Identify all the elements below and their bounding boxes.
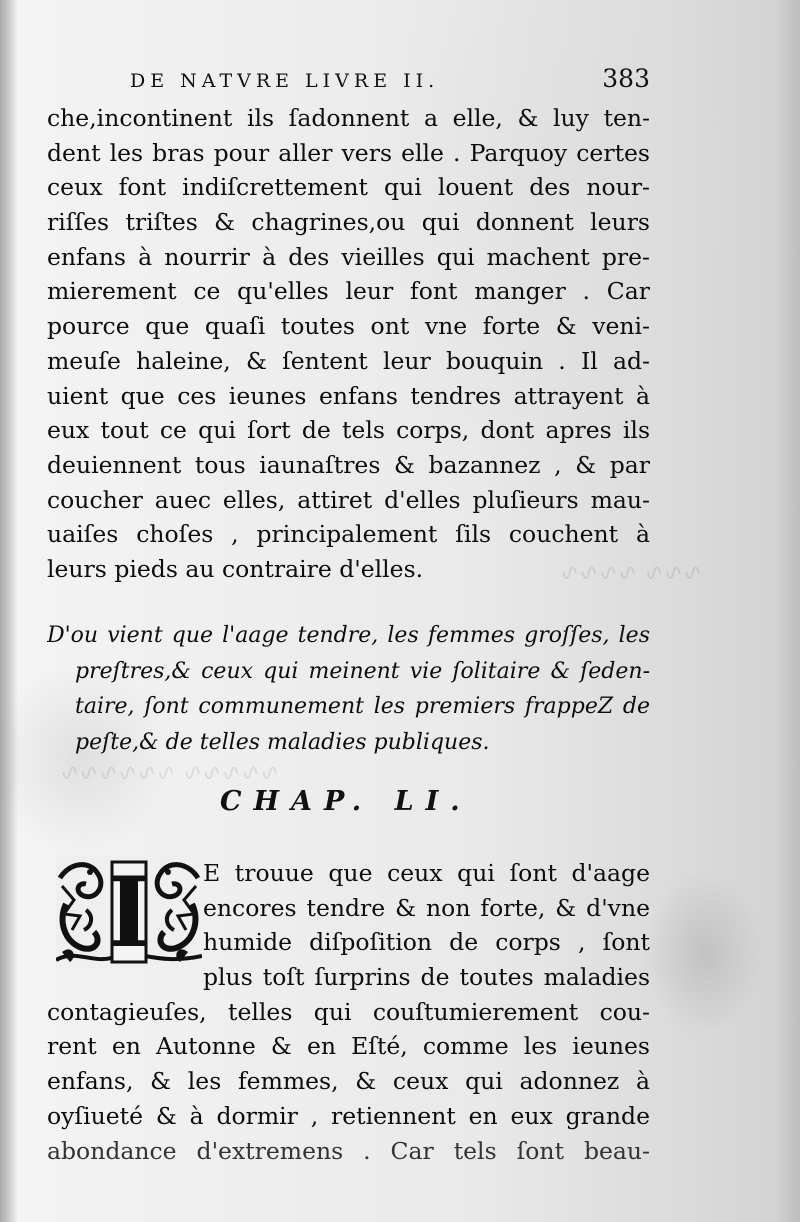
summary-line: taire, ſont communement les premiers frappeZ de — [75, 694, 650, 719]
text-line: mierement ce qu'elles leur font manger . Car — [47, 277, 650, 306]
show-through-decoration: ∿∿∿ ∿∿∿∿ — [560, 560, 703, 586]
text-line: pource que quaſi toutes ont vne forte & veni- — [47, 312, 650, 341]
body-text-bottom — [47, 856, 650, 1168]
text-line: dent les bras pour aller vers elle . Parquoy certes — [47, 138, 650, 167]
summary-line: preſtres,& ceux qui meinent vie ſolitaire & ſeden- — [75, 658, 650, 684]
text-line: coucher auec elles, attiret d'elles pluſieurs mau- — [47, 485, 650, 514]
text-line: uient que ces ieunes enfans tendres attrayent à — [47, 381, 650, 410]
text-line: meuſe haleine, & ſentent leur bouquin . Il ad- — [47, 346, 650, 375]
text-line: abondance d'extremens . Car tels ſont beau- — [47, 1136, 650, 1165]
summary-line: peſte,& de telles maladies publiques. — [75, 729, 490, 755]
text-line: riſſes triſtes & chagrines,ou qui donnent leurs — [47, 208, 650, 237]
text-line: encores tendre & non forte, & d'vne — [203, 893, 650, 922]
text-line: humide diſpoſition de corps , ſont — [203, 928, 650, 957]
drop-cap-letter: I — [106, 856, 152, 968]
body-text-top — [47, 101, 650, 587]
text-line: eux tout ce qui ſort de tels corps, dont apres ils — [47, 416, 650, 445]
text-line: che,incontinent ils ſadonnent a elle, & luy ten- — [47, 104, 650, 132]
running-title: DE NATVRE LIVRE II. — [130, 70, 440, 92]
text-line: uaiſes choſes , principalement ſils couchent à — [47, 520, 650, 549]
text-line: rent en Autonne & en Eſté, comme les ieunes — [47, 1032, 650, 1061]
text-line: ceux font indiſcrettement qui louent des nour- — [47, 173, 650, 202]
text-line: leurs pieds au contraire d'elles. — [47, 554, 424, 583]
text-line: contagieuſes, telles qui couſtumierement cou- — [47, 997, 650, 1026]
chapter-summary — [47, 618, 650, 760]
text-line: E trouue que ceux qui ſont d'aage — [203, 859, 650, 887]
text-line: enfans à nourrir à des vieilles qui machent pre- — [47, 242, 650, 271]
text-line: plus toſt ſurprins de toutes maladies — [203, 963, 650, 992]
show-through-decoration: ∿∿∿∿∿ ∿∿∿∿∿∿ — [60, 760, 280, 786]
summary-line: D'ou vient que l'aage tendre, les femmes groſſes, les — [47, 623, 650, 648]
text-line: enfans, & les femmes, & ceux qui adonnez à — [47, 1067, 650, 1096]
page-number: 383 — [602, 64, 650, 93]
text-line: oyſiueté & à dormir , retiennent en eux grande — [47, 1101, 650, 1130]
text-line: deuiennent tous iaunaſtres & bazannez , & par — [47, 450, 650, 479]
page-header — [130, 66, 650, 100]
chapter-heading: CHAP. LI. — [220, 786, 472, 817]
